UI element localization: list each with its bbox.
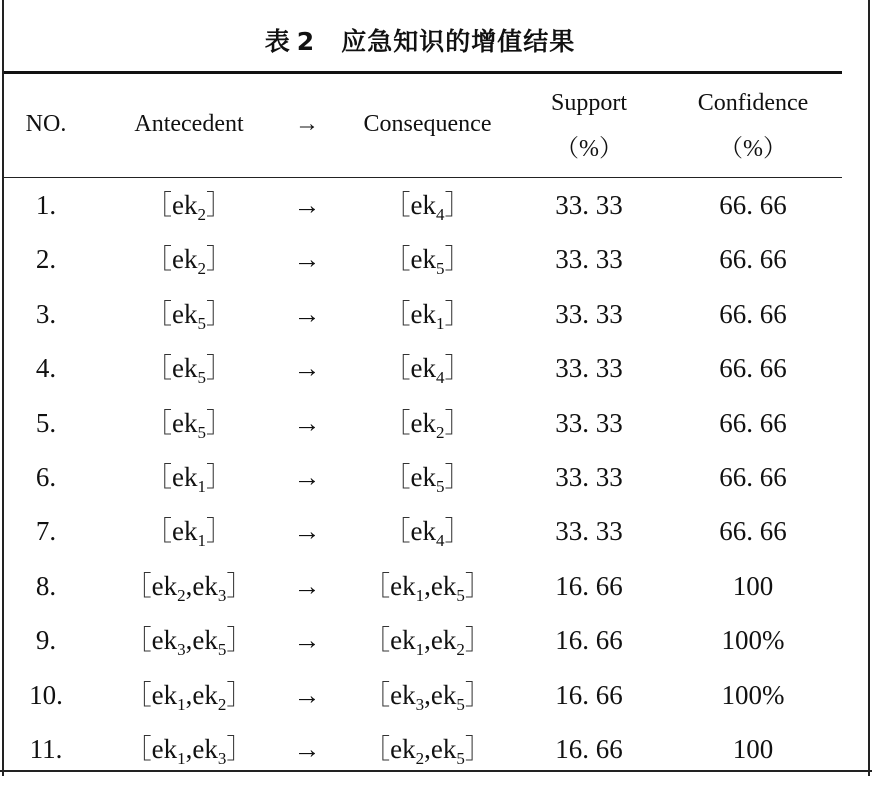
cell-confidence: 66. 66 [719, 353, 787, 384]
cell-arrow: → [293, 570, 321, 601]
left-bracket: ［ [383, 298, 411, 329]
term-stem: ek [151, 679, 178, 710]
term-separator: , [185, 679, 193, 710]
cell-consequence [335, 679, 520, 714]
cell-consequence [335, 462, 520, 496]
cell-no: 5. [35, 407, 57, 438]
right-bracket: ］ [444, 353, 472, 384]
table-title-text: 应急知识的增值结果 [341, 27, 576, 56]
term [390, 570, 425, 605]
right-bracket: ］ [205, 244, 233, 275]
term-subscript: 5 [197, 368, 206, 388]
term [172, 190, 206, 224]
term-stem: ek [192, 625, 218, 656]
term-stem: ek [410, 353, 436, 384]
term-subscript: 5 [435, 477, 445, 496]
table-row [0, 571, 872, 625]
cell-arrow: → [293, 734, 321, 764]
cell-consequence [335, 244, 520, 279]
term [172, 353, 206, 388]
term-stem: ek [430, 679, 457, 710]
cell-support: 16. 66 [555, 570, 623, 601]
right-bracket: ］ [205, 407, 233, 438]
left-bracket: ［ [363, 679, 391, 710]
cell-support: 33. 33 [555, 353, 623, 384]
cell-arrow: → [293, 516, 321, 547]
right-bracket: ］ [205, 353, 233, 384]
left-bracket: ［ [145, 298, 172, 329]
term-stem: ek [410, 244, 436, 275]
table-row [0, 734, 872, 788]
cell-support: 33. 33 [555, 244, 623, 275]
term [410, 190, 445, 224]
term [172, 462, 206, 496]
right-bracket: ］ [444, 190, 472, 220]
cell-no: 9. [35, 625, 57, 656]
term [390, 734, 425, 768]
table-header-rule [4, 177, 842, 178]
term-subscript: 2 [197, 205, 206, 224]
table-row [0, 190, 872, 244]
cell-consequence [335, 625, 520, 660]
cell-antecedent [105, 407, 273, 442]
table-top-rule [4, 71, 842, 74]
cell-antecedent [105, 244, 273, 279]
term-subscript: 2 [217, 694, 227, 714]
term [172, 244, 206, 279]
term-subscript: 3 [415, 694, 425, 714]
cell-consequence [335, 190, 520, 224]
term-stem: ek [192, 570, 218, 601]
term-stem: ek [172, 462, 198, 492]
right-bracket: ］ [226, 625, 254, 656]
term [172, 298, 206, 333]
cell-confidence: 66. 66 [719, 190, 787, 220]
term-subscript: 1 [197, 531, 206, 551]
cell-arrow: → [293, 353, 321, 384]
cell-no: 6. [35, 462, 57, 492]
term-stem: ek [172, 516, 198, 547]
cell-antecedent [105, 625, 273, 660]
right-bracket: ］ [444, 462, 472, 492]
header-confidence [665, 80, 841, 172]
cell-support: 16. 66 [555, 734, 623, 764]
header-support [520, 80, 658, 172]
cell-antecedent [105, 734, 273, 768]
cell-support: 33. 33 [555, 462, 623, 492]
term-subscript: 4 [435, 531, 445, 551]
left-bracket: ［ [145, 462, 172, 492]
left-bracket: ［ [383, 353, 411, 384]
left-bracket: ［ [124, 679, 152, 710]
term-subscript: 1 [415, 585, 425, 605]
term [410, 244, 445, 279]
header-confidence-label: Confidence [697, 90, 809, 116]
cell-no: 10. [29, 679, 63, 710]
right-bracket: ］ [226, 570, 254, 601]
term-stem: ek [192, 734, 218, 764]
term-stem: ek [410, 407, 436, 438]
term [151, 570, 186, 605]
cell-support: 33. 33 [555, 407, 623, 438]
table-row [0, 408, 872, 462]
left-bracket: ［ [383, 407, 411, 438]
cell-antecedent [105, 516, 273, 551]
term-subscript: 2 [197, 259, 206, 279]
term [192, 679, 227, 714]
right-bracket: ］ [464, 570, 492, 601]
term [430, 679, 465, 714]
term [192, 570, 227, 605]
right-bracket: ］ [205, 190, 233, 220]
term [410, 516, 445, 551]
term-stem: ek [151, 625, 178, 656]
term-separator: , [424, 625, 431, 656]
term-subscript: 1 [177, 749, 186, 768]
right-bracket: ］ [226, 679, 254, 710]
term-separator: , [424, 570, 431, 601]
header-antecedent: Antecedent [134, 111, 244, 137]
term-separator: , [185, 625, 193, 656]
term-subscript: 5 [217, 640, 227, 660]
right-bracket: ］ [205, 516, 233, 547]
term [192, 625, 227, 660]
table-row [0, 299, 872, 353]
term-subscript: 3 [177, 640, 186, 660]
header-consequence: Consequence [363, 111, 492, 137]
right-bracket: ］ [205, 462, 233, 492]
term-stem: ek [192, 679, 218, 710]
cell-no: 4. [35, 353, 57, 384]
term-stem: ek [390, 625, 416, 656]
cell-no: 8. [35, 570, 57, 601]
left-bracket: ［ [363, 570, 391, 601]
cell-support: 33. 33 [555, 516, 623, 547]
term [172, 407, 206, 442]
term-stem: ek [151, 734, 178, 764]
left-bracket: ［ [124, 625, 152, 656]
term [410, 462, 445, 496]
term [410, 298, 445, 333]
cell-arrow: → [293, 190, 321, 220]
left-bracket: ［ [145, 353, 172, 384]
cell-consequence [335, 353, 520, 388]
term-stem: ek [410, 190, 436, 220]
cell-antecedent [105, 462, 273, 496]
term [430, 734, 465, 768]
term [192, 734, 227, 768]
right-bracket: ］ [464, 734, 492, 764]
cell-consequence [335, 298, 520, 333]
cell-consequence [335, 570, 520, 605]
table-row [0, 462, 872, 516]
term [430, 625, 465, 660]
cell-support: 33. 33 [555, 298, 623, 329]
table-row [0, 516, 872, 570]
cell-antecedent [105, 190, 273, 224]
left-bracket: ［ [363, 625, 391, 656]
header-support-unit: （%） [555, 136, 623, 162]
table-row [0, 353, 872, 407]
cell-no: 2. [35, 244, 57, 275]
right-bracket: ］ [464, 625, 492, 656]
left-bracket: ［ [145, 407, 172, 438]
right-bracket: ］ [444, 407, 472, 438]
cell-support: 33. 33 [555, 190, 623, 220]
term [430, 570, 465, 605]
cell-support: 16. 66 [555, 625, 623, 656]
term-stem: ek [172, 407, 198, 438]
term-subscript: 1 [415, 640, 425, 660]
table-title-prefix: 表 [264, 27, 291, 56]
cell-arrow: → [293, 244, 321, 275]
left-bracket: ［ [124, 734, 152, 764]
term-stem: ek [172, 244, 198, 275]
term-subscript: 5 [197, 313, 206, 333]
term-subscript: 5 [456, 749, 465, 768]
term-stem: ek [390, 679, 416, 710]
table-title [0, 22, 840, 58]
term-subscript: 5 [456, 585, 465, 605]
left-bracket: ［ [145, 244, 172, 275]
cell-consequence [335, 734, 520, 768]
cell-antecedent [105, 570, 273, 605]
right-bracket: ］ [226, 734, 254, 764]
term-stem: ek [430, 570, 457, 601]
table-row [0, 680, 872, 734]
table-row [0, 625, 872, 679]
cell-confidence: 66. 66 [719, 516, 787, 547]
cell-consequence [335, 516, 520, 551]
term [151, 679, 186, 714]
term-stem: ek [151, 570, 178, 601]
cell-confidence: 100% [721, 625, 785, 656]
cell-no: 1. [35, 190, 57, 220]
cell-no: 3. [35, 298, 57, 329]
right-bracket: ］ [444, 244, 472, 275]
term-subscript: 2 [177, 585, 186, 605]
cell-no: 7. [35, 516, 57, 547]
left-bracket: ［ [383, 244, 411, 275]
term-subscript: 4 [435, 205, 445, 224]
left-bracket: ［ [383, 190, 411, 220]
cell-arrow: → [293, 298, 321, 329]
cell-confidence: 66. 66 [719, 407, 787, 438]
cell-arrow: → [293, 407, 321, 438]
term-subscript: 3 [217, 585, 227, 605]
term [172, 516, 206, 551]
term [390, 679, 425, 714]
term-subscript: 3 [217, 749, 227, 768]
cell-no: 11. [29, 734, 63, 764]
term-subscript: 5 [435, 259, 445, 279]
cell-antecedent [105, 298, 273, 333]
header-no: NO. [25, 111, 67, 137]
cell-antecedent [105, 353, 273, 388]
right-bracket: ］ [464, 679, 492, 710]
term-subscript: 2 [415, 749, 425, 768]
cell-arrow: → [293, 462, 321, 492]
term-stem: ek [172, 190, 198, 220]
term [410, 407, 445, 442]
term-subscript: 1 [435, 313, 445, 333]
header-confidence-unit: （%） [719, 136, 787, 162]
term-stem: ek [410, 516, 436, 547]
cell-confidence: 66. 66 [719, 462, 787, 492]
cell-confidence: 100% [721, 679, 785, 710]
term-separator: , [424, 679, 431, 710]
term [151, 625, 186, 660]
term-subscript: 2 [456, 640, 465, 660]
term-separator: , [185, 734, 193, 764]
cell-arrow: → [293, 625, 321, 656]
term-subscript: 1 [177, 694, 186, 714]
term-stem: ek [390, 734, 416, 764]
cell-confidence: 100 [732, 734, 774, 764]
left-bracket: ［ [383, 516, 411, 547]
term-stem: ek [390, 570, 416, 601]
cell-support: 16. 66 [555, 679, 623, 710]
term [390, 625, 425, 660]
cell-confidence: 100 [732, 570, 774, 601]
term-stem: ek [172, 353, 198, 384]
term-stem: ek [430, 625, 457, 656]
term-stem: ek [430, 734, 457, 764]
table-row [0, 244, 872, 298]
term-stem: ek [410, 462, 436, 492]
cell-arrow: → [293, 679, 321, 710]
left-bracket: ［ [383, 462, 411, 492]
right-bracket: ］ [205, 298, 233, 329]
cell-confidence: 66. 66 [719, 244, 787, 275]
left-bracket: ［ [363, 734, 391, 764]
term [151, 734, 186, 768]
term-subscript: 2 [435, 422, 445, 442]
header-support-label: Support [550, 90, 627, 116]
term-stem: ek [410, 298, 436, 329]
left-bracket: ［ [124, 570, 152, 601]
cell-consequence [335, 407, 520, 442]
term-stem: ek [172, 298, 198, 329]
term-separator: , [424, 734, 431, 764]
term [410, 353, 445, 388]
left-bracket: ［ [145, 516, 172, 547]
right-bracket: ］ [444, 516, 472, 547]
cell-antecedent [105, 679, 273, 714]
term-subscript: 1 [197, 477, 206, 496]
term-subscript: 4 [435, 368, 445, 388]
term-separator: , [185, 570, 193, 601]
table-title-number: 2 [296, 27, 316, 56]
header-arrow: → [295, 111, 319, 137]
left-bracket: ［ [145, 190, 172, 220]
right-bracket: ］ [444, 298, 472, 329]
term-subscript: 5 [197, 422, 206, 442]
cell-confidence: 66. 66 [719, 298, 787, 329]
term-subscript: 5 [456, 694, 465, 714]
